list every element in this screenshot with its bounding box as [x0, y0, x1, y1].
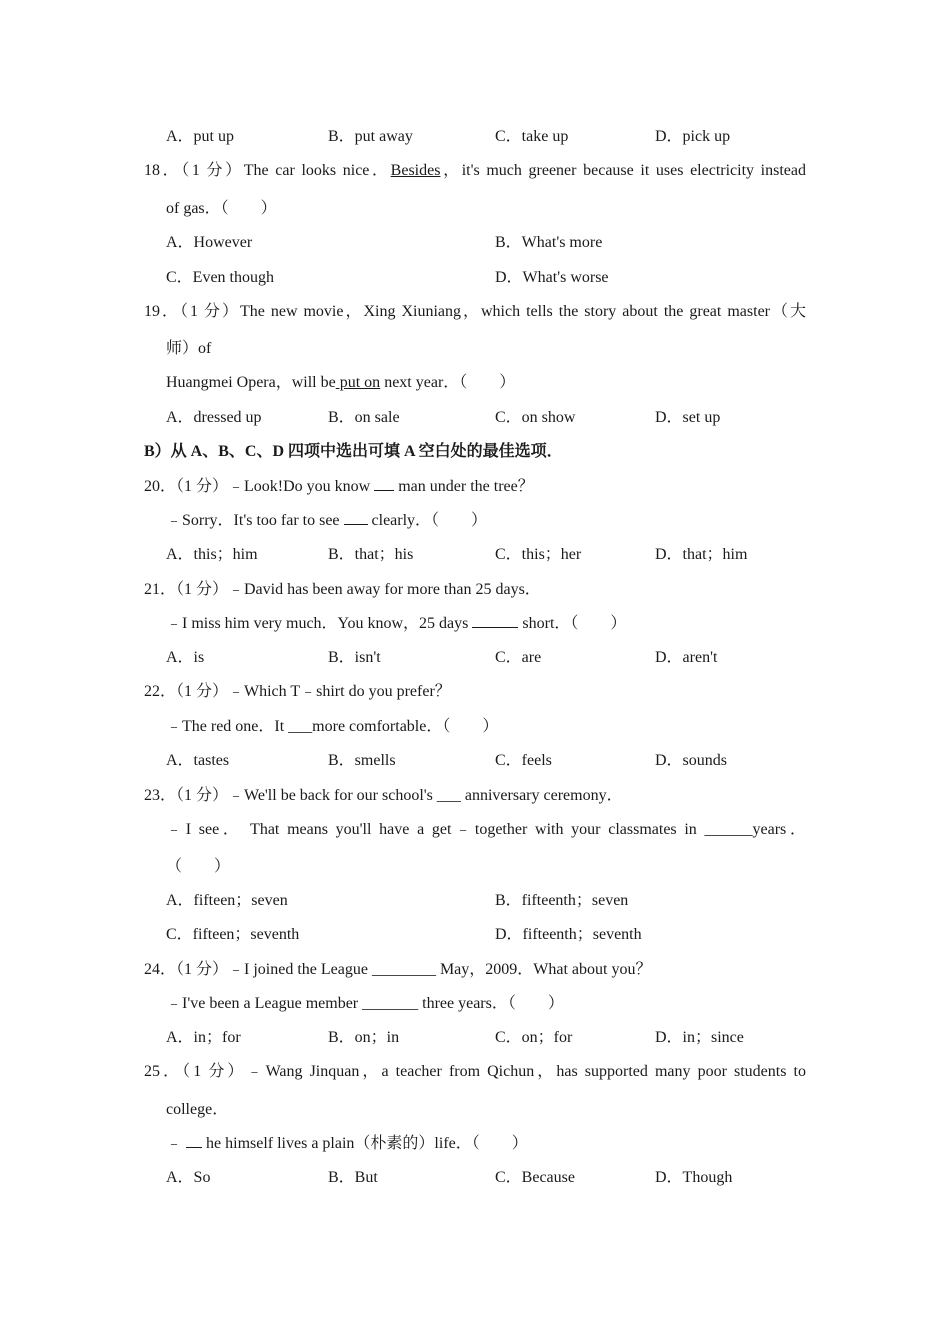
q25-option-c: C．Because: [495, 1169, 575, 1186]
q21-stem-line2: [166, 613, 806, 635]
q22-option-c: C．feels: [495, 752, 552, 769]
q25-option-b: B．But: [328, 1169, 378, 1186]
q22-option-a: A．tastes: [166, 752, 230, 769]
q20-option-d: D．that；him: [655, 546, 748, 563]
q17-option-c: C．take up: [495, 128, 569, 145]
q21-stem: 21．（1 分）﹣David has been away for more than 25 days．: [144, 581, 541, 598]
q19-stem-part: next year．（ ）: [380, 374, 516, 391]
q18-option-d: D．What's worse: [495, 269, 609, 286]
q20-option-b: B．that；his: [328, 546, 414, 563]
q19-underlined-phrase: put on: [335, 374, 381, 391]
q20-stem-part: clearly．（ ）: [367, 512, 488, 529]
q21-option-c: C．are: [495, 649, 542, 666]
q21-option-a: A．is: [166, 649, 205, 666]
q18-stem-part: 18．（1 分）The car looks nice．: [144, 162, 391, 179]
q18-stem-line2: of gas．（ ）: [166, 200, 277, 217]
q23-stem: 23．（1 分）﹣We'll be back for our school's ___ anniversary ceremony．: [144, 787, 623, 804]
q20-stem-part: ﹣Sorry．It's too far to see: [166, 512, 344, 529]
q23-option-d: D．fifteenth；seventh: [495, 926, 642, 943]
q18-option-c: C．Even though: [166, 269, 274, 286]
q21-stem-part: short．（ ）: [518, 615, 627, 632]
q17-option-b: B．put away: [328, 128, 413, 145]
q25-stem-line3: [166, 1133, 806, 1155]
q20-stem-part: 20．（1 分）﹣Look!Do you know: [144, 478, 375, 495]
q19-option-c: C．on show: [495, 409, 576, 426]
q25-stem: 25．（1 分）﹣Wang Jinquan，a teacher from Qichun，has supported many poor students to: [144, 1063, 806, 1080]
q25-stem-part: ﹣: [166, 1135, 183, 1152]
q22-option-b: B．smells: [328, 752, 396, 769]
q25-stem-line2: college．: [166, 1101, 229, 1118]
q21-stem-part: ﹣I miss him very much．You know，25 days: [166, 615, 473, 632]
q19-stem-line3: [166, 372, 806, 394]
q18-stem: [144, 160, 806, 182]
q23-option-a: A．fifteen；seven: [166, 892, 288, 909]
q19-option-d: D．set up: [655, 409, 721, 426]
q20-stem: [144, 476, 806, 498]
q18-underlined-word: Besides: [390, 162, 441, 179]
q20-blank: [344, 510, 368, 525]
q17-option-d: D．pick up: [655, 128, 731, 145]
q21-option-b: B．isn't: [328, 649, 381, 666]
q23-stem-line3: （ ）: [166, 858, 231, 875]
q23-option-c: C．fifteen；seventh: [166, 926, 300, 943]
q24-option-c: C．on；for: [495, 1029, 573, 1046]
q25-option-d: D．Though: [655, 1169, 733, 1186]
q20-option-a: A．this；him: [166, 546, 258, 563]
q19-stem: 19．（1 分）The new movie，Xing Xiuniang，which tells the story about the great master（大: [144, 303, 806, 320]
q20-stem-line2: [166, 510, 806, 532]
q19-option-b: B．on sale: [328, 409, 400, 426]
q18-option-a: A．However: [166, 234, 253, 251]
q17-option-a: A．put up: [166, 128, 235, 145]
q18-stem-part: ，it's much greener because it uses electricity instead: [440, 162, 806, 179]
q22-stem: 22．（1 分）﹣Which T﹣shirt do you prefer？: [144, 683, 451, 700]
q24-option-a: A．in；for: [166, 1029, 241, 1046]
q20-stem-part: man under the tree？: [394, 478, 534, 495]
q20-option-c: C．this；her: [495, 546, 582, 563]
q19-option-a: A．dressed up: [166, 409, 262, 426]
q24-stem-line2: ﹣I've been a League member _______ three years．（ ）: [166, 995, 564, 1012]
section-b-heading: B）从 A、B、C、D 四项中选出可填 A 空白处的最佳选项．: [144, 443, 563, 460]
q19-stem-line2: 师）of: [166, 340, 212, 357]
q25-blank: [186, 1133, 202, 1148]
q22-option-d: D．sounds: [655, 752, 728, 769]
q19-stem-part: Huangmei Opera，will be: [166, 374, 336, 391]
q24-stem: 24．（1 分）﹣I joined the League ________ May，2009．What about you？: [144, 961, 652, 978]
q21-option-d: D．aren't: [655, 649, 718, 666]
q23-stem-line2: ﹣I see． That means you'll have a get﹣together with your classmates in ______years．: [166, 821, 807, 838]
q24-option-b: B．on；in: [328, 1029, 400, 1046]
q25-stem-part: he himself lives a plain（朴素的）life．（ ）: [202, 1135, 528, 1152]
q25-option-a: A．So: [166, 1169, 211, 1186]
q24-option-d: D．in；since: [655, 1029, 744, 1046]
q21-blank: [472, 613, 518, 628]
q23-option-b: B．fifteenth；seven: [495, 892, 629, 909]
q22-stem-line2: ﹣The red one．It ___more comfortable．（ ）: [166, 718, 499, 735]
q18-option-b: B．What's more: [495, 234, 603, 251]
q20-blank: [374, 476, 394, 491]
